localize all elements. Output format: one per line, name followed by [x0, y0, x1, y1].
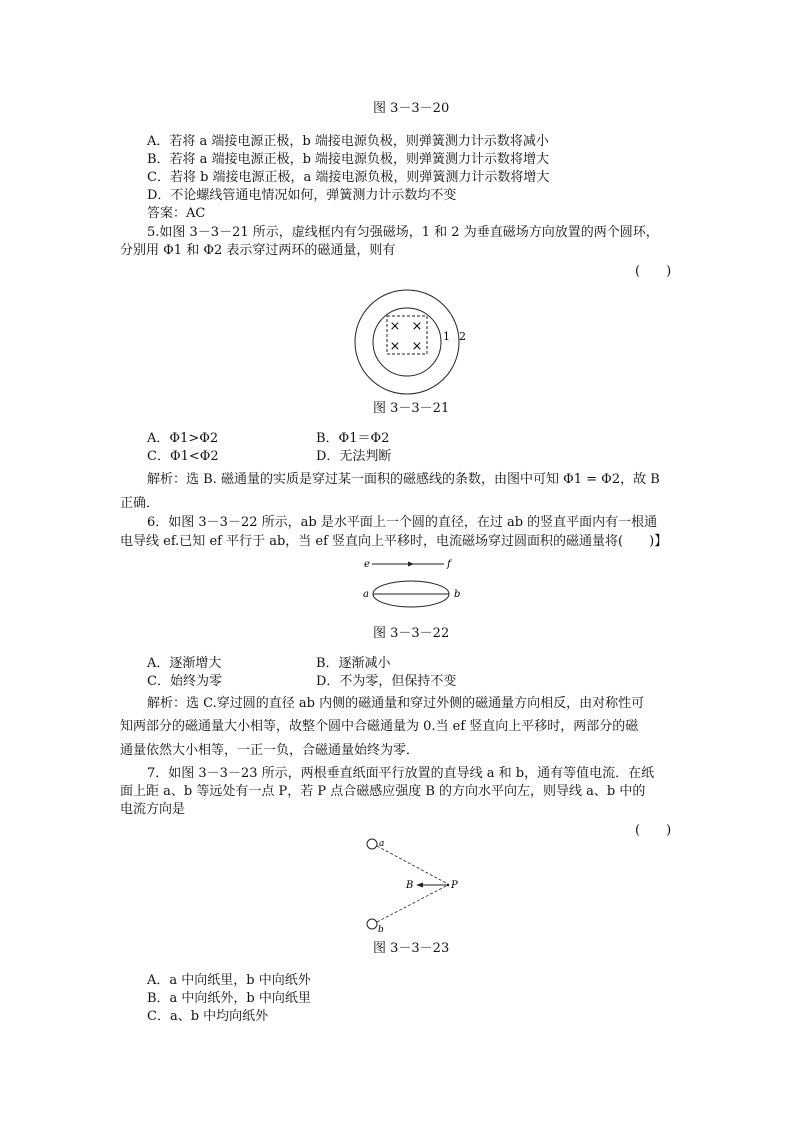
figure-23-caption: 图 3－3－23 [373, 941, 450, 956]
ring-2-label: 2 [459, 330, 466, 343]
q6-stem-line-1: 6．如图 3－3－22 所示，ab 是水平面上一个圆的直径，在过 ab 的竖直平面内有一根通 [147, 515, 658, 530]
q4-option-b: B．若将 a 端接电源正极，b 端接电源负极，则弹簧测力计示数将增大 [147, 152, 550, 167]
q5-answer-blank: ( ) [635, 264, 672, 279]
q6-option-d: D．不为零，但保持不变 [316, 674, 457, 689]
q7-option-b: B．a 中向纸外，b 中向纸里 [147, 991, 311, 1006]
field-b-label: B [406, 880, 414, 891]
field-into-page-icon: × [389, 339, 401, 354]
wire-b [367, 919, 377, 929]
field-into-page-icon: × [411, 339, 423, 354]
q5-option-d: D．无法判断 [316, 449, 392, 464]
q6-explanation-line-2: 知两部分的磁通量大小相等，故整个圆中合磁通量为 0.当 ef 竖直向上平移时，两部分的磁 [120, 719, 639, 734]
q4-answer: 答案：AC [147, 206, 206, 221]
figure-20-caption: 图 3－3－20 [373, 101, 450, 116]
wire-end-e-label: e [364, 559, 370, 570]
field-into-page-icon: × [411, 319, 423, 334]
q7-answer-blank: ( ) [635, 823, 672, 838]
q4-option-a: A．若将 a 端接电源正极，b 端接电源负极，则弹簧测力计示数将减小 [147, 134, 549, 149]
point-b-label: b [454, 589, 461, 600]
point-p-label: P [451, 880, 458, 891]
figure-21-diagram [340, 290, 480, 400]
ring-1-inner [373, 308, 441, 376]
q6-option-b: B．逐渐减小 [316, 656, 391, 671]
q4-option-c: C．若将 b 端接电源正极，a 端接电源负极，则弹簧测力计示数将增大 [147, 170, 550, 185]
wire-a [367, 839, 377, 849]
q6-option-c: C．始终为零 [147, 674, 222, 689]
wire-b-label: b [378, 925, 384, 935]
wire-end-f-label: f [447, 559, 451, 570]
field-into-page-icon: × [389, 319, 401, 334]
figure-21-caption: 图 3－3－21 [373, 401, 450, 416]
q5-stem-line-2: 分别用 Φ1 和 Φ2 表示穿过两环的磁通量，则有 [120, 243, 396, 258]
q5-option-b: B．Φ1＝Φ2 [316, 431, 390, 446]
q7-stem-line-2: 面上距 a、b 等远处有一点 P，若 P 点合磁感应强度 B 的方向水平向左，则导线 a、b 中的 [120, 784, 646, 799]
line-a-to-p [377, 846, 448, 884]
q6-explanation-line-3: 通量依然大小相等，一正一负，合磁通量始终为零． [120, 743, 420, 758]
q5-stem-line-1: 5.如图 3－3－21 所示，虚线框内有匀强磁场，1 和 2 为垂直磁场方向放置的两个圆环， [147, 225, 659, 240]
q7-stem-line-3: 电流方向是 [120, 802, 186, 817]
point-p [447, 884, 450, 887]
figure-22-diagram [360, 556, 470, 616]
q7-stem-line-1: 7．如图 3－3－23 所示，两根垂直纸面平行放置的直导线 a 和 b，通有等值电流．在纸 [147, 766, 655, 781]
current-arrow-icon [408, 562, 414, 567]
point-a-label: a [363, 589, 369, 600]
figure-23-diagram [362, 836, 472, 936]
figure-22-caption: 图 3－3－22 [373, 626, 450, 641]
ring-1-label: 1 [443, 330, 450, 343]
q7-option-a: A．a 中向纸里，b 中向纸外 [147, 973, 311, 988]
q5-option-c: C．Φ1<Φ2 [147, 449, 219, 464]
q5-explanation-line-2: 正确． [120, 496, 160, 511]
arrow-left-icon [416, 883, 423, 888]
q5-option-a: A．Φ1>Φ2 [147, 431, 219, 446]
q6-option-a: A．逐渐增大 [147, 656, 222, 671]
q4-option-d: D．不论螺线管通电情况如何，弹簧测力计示数均不变 [147, 188, 457, 203]
q6-explanation-line-1: 解析：选 C.穿过圆的直径 ab 内侧的磁通量和穿过外侧的磁通量方向相反，由对称性可 [147, 696, 645, 711]
q7-option-c: C．a、b 中均向纸外 [147, 1009, 269, 1024]
q6-stem-line-2: 电导线 ef.已知 ef 平行于 ab，当 ef 竖直向上平移时，电流磁场穿过圆面积的磁通量将( )】 [120, 534, 668, 549]
q5-explanation-line-1: 解析：选 B. 磁通量的实质是穿过某一面积的磁感线的条数，由图中可知 Φ1 = Φ2，故 B [147, 472, 660, 487]
wire-a-label: a [379, 839, 385, 849]
